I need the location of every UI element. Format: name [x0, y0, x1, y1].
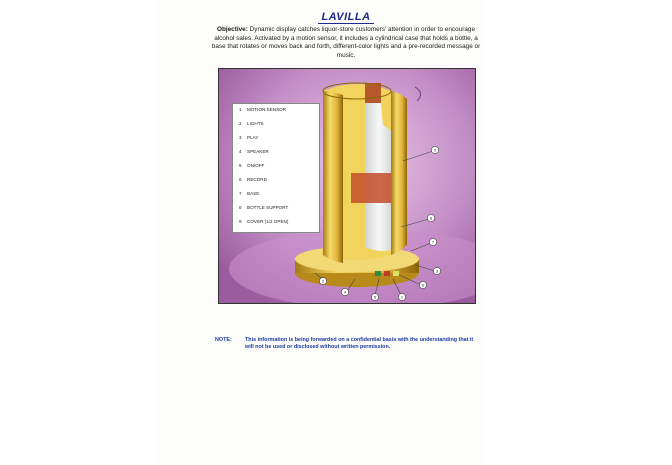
legend-number: 2	[239, 121, 242, 126]
callout-label: 2	[321, 278, 325, 284]
legend-item	[239, 177, 267, 182]
callout-label: 5	[373, 294, 377, 300]
on-off-switch	[393, 271, 399, 276]
legend-item	[239, 219, 288, 224]
play-button	[375, 271, 381, 276]
legend-item	[239, 121, 264, 126]
legend-number: 4	[239, 149, 242, 154]
legend-number: 8	[239, 205, 242, 210]
callout-label: 4	[343, 289, 347, 295]
legend-number: 7	[239, 191, 242, 196]
bottle-cap	[365, 83, 381, 103]
callout-label: 6	[421, 282, 425, 288]
legend-label: SPEAKER	[247, 149, 269, 154]
legend-item	[239, 205, 288, 210]
legend-item	[239, 107, 286, 112]
legend-label: LIGHTS	[247, 121, 264, 126]
callout-label: 7	[431, 239, 435, 245]
legend-label: COVER (1/2 OPEN)	[247, 219, 289, 224]
legend-number: 5	[239, 163, 242, 168]
callout-label: 8	[429, 215, 433, 221]
legend-item	[239, 191, 259, 196]
legend-label: MOTION SENSOR	[247, 107, 287, 112]
cover-front-right	[391, 91, 407, 255]
brand-underline	[318, 23, 374, 24]
legend-number: 6	[239, 177, 242, 182]
legend-item	[239, 135, 258, 140]
legend-label: BOTTLE SUPPORT	[247, 205, 289, 210]
callout-label: 9	[433, 147, 437, 153]
callout-label: 3	[435, 268, 439, 274]
legend-label: ON/OFF	[247, 163, 265, 168]
legend-number: 3	[239, 135, 242, 140]
legend-item	[239, 163, 264, 168]
legend-label: PLAY	[247, 135, 259, 140]
objective-text: Dynamic display catches liquor-store customers' attention in order to encourage alcohol sales. Activated by a motion sensor, it includes a cylindrical case that holds a bottle, a base that rotates or moves back and forth, different-color lights and a pre-recorded message or music.	[211, 26, 481, 59]
legend-item	[239, 149, 269, 154]
callout-label: 1	[400, 294, 404, 300]
legend-label: RECORD	[247, 177, 267, 182]
note-label: NOTE:	[215, 337, 232, 343]
objective-label: Objective:	[216, 26, 248, 33]
note-text: This information is being forwarded on a confidential basis with the understanding that it will not be used or disclosed without written permission.	[245, 337, 474, 350]
legend-label: BASE	[247, 191, 260, 196]
record-button	[384, 271, 390, 276]
brand-logo: LAVILLA	[321, 11, 371, 23]
legend-number: 9	[239, 219, 242, 224]
objective-paragraph	[210, 26, 482, 60]
parts-legend	[232, 103, 320, 233]
cover-front-left	[323, 91, 343, 263]
legend-number: 1	[239, 107, 242, 112]
